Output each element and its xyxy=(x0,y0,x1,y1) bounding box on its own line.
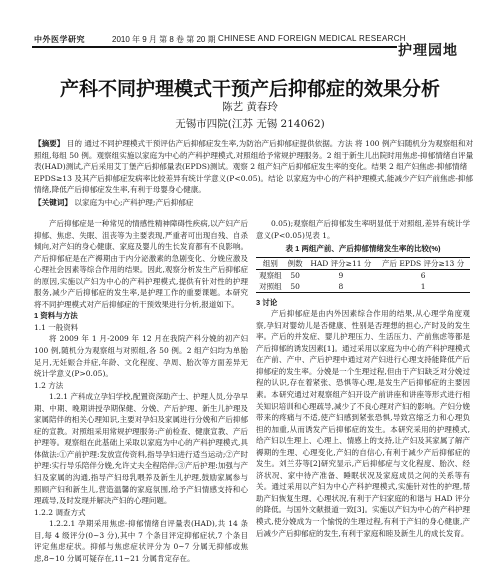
method-paragraph: 1.2.1 产科成立孕妇学校,配置资深助产士、护理人员,分孕早期、中期、晚期讲授孕期保健、分娩、产后护理、新生儿护理及家属陪伴的相关心理知识,主要对孕妇及家属进行分娩和产后抑郁症的宣教。对照组采用常规护理服务:产前检查、健康宣教、产后护理等。观察组在此基础上采取以家庭为中心的产科护理模式,具体做法:①产前护理:发放宣传资料,指导孕妇进行适当运动;②产时护理:实行导乐陪伴分娩,允许丈夫全程陪伴;③产后护理:加强与产妇及家属的沟通,指导产妇母乳喂养及新生儿护理,鼓励家属参与照顾产妇和新生儿,营造温馨的家庭氛围,给予产妇情感支持和心理疏导,及时发现并解决产妇的心理问题。 xyxy=(34,392,248,506)
results-table xyxy=(256,257,470,293)
subsection-heading-method: 1.2 方法 xyxy=(34,380,64,390)
table-cell: 9 xyxy=(338,270,344,280)
header-rule xyxy=(32,46,397,48)
abstract xyxy=(34,138,476,196)
discussion-paragraph: 产后抑郁症是由内外因素综合作用的结果,从心理学角度观察,孕妇对婴幼儿是否健康、性别是否理想的担心,产时及的发生率。产后的并发症、婴儿护理压力、生活压力、产前焦虑等都是产后抑郁的诱发因素[1]。通过采用以家庭为中心的产科护理模式在产前、产中、产后护理中通过对产妇进行心理支持能降低产后抑郁症的发生率。分娩是一个生理过程,但由于产妇缺乏对分娩过程的认识,存在着紧张、恐惧等心理,是发生产后抑郁症的主要因素。本研究通过对观察组产妇开设产前讲座和讲座等形式进行相关知识培训和心理疏导,减少了不良心理对产妇的影响。产妇分娩带来的疼痛与不适,使产妇感到紧张恐惧,导致宫缩乏力和心理负担的加重,从而诱发产后抑郁症的发生。本研究采用的护理模式,给产妇以生理上、心理上、情感上的支持,让产妇及其家属了解产褥期的生理、心理变化,产妇的自信心,有利于减少产后抑郁症的发生。刘兰芬等[2]研究显示,产后抑郁症与文化程度、胎次、经济状况、家中待产准备、睡眠状况及家庭成员之间的关系等有关。通过采用以产妇为中心产科护理模式,实施针对性的护理,帮助产妇恢复生理、心理状况,有利于产妇家庭的和谐与 HAD 评分的降低。与国外文献报道一致[3]。实施以产妇为中心的产科护理模式,使分娩成为一个愉悦的生理过程,有利于产妇的身心健康,产后减少产后抑郁症的发生,有利于家庭和睦及新生儿的成长发育。 xyxy=(256,309,470,538)
left-column xyxy=(34,218,248,564)
table-header-cell: HAD 评分≥11 分 xyxy=(310,258,372,268)
results-paragraph: 0.05);观察组产后抑郁发生率明显低于对照组,差异有统计学意义(P<0.05)见表 1。 xyxy=(256,219,470,240)
journal-header xyxy=(0,0,500,58)
table-header-row xyxy=(256,257,470,269)
table-cell: 8 xyxy=(338,281,344,291)
table-cell: 6 xyxy=(420,270,426,280)
table-cell: 对照组 xyxy=(259,281,282,291)
section-heading-methods: 1 资料与方法 xyxy=(34,311,78,321)
table-header-cell: 产后 EPDS 评分≥13 分 xyxy=(382,258,465,268)
table-cell: 1 xyxy=(420,281,426,291)
abstract-label: 【摘要】 xyxy=(34,139,65,148)
journal-name-cn: 中外医学研究 xyxy=(34,35,85,44)
right-column xyxy=(256,218,470,539)
abstract-text: 目的 通过不同护理模式干预评估产后抑郁症发生率,为防治产后抑郁症提供依据。方法 将 100 例产妇随机分为观察组和对照组,每组 50 例。观察组实施以家庭为中心的产科护理模式,对照组给予常规护理服务。2 组于新生儿出院时用焦虑-抑郁情绪自评量表(HAD)测试,产后采用艾丁堡产后抑郁量表(EPDS)测试。观察 2 组产妇产后抑郁症发生率的变化。结果 2 组产妇焦虑-抑郁情绪 EPDS≥13 及其产后抑郁症发病率比较差异有统计学意义(P<0.05)。结论 以家庭为中心的产科护理模式,能减少产妇产前焦虑-抑郁情绪,降低产后抑郁症发生率,有利于母婴身心健康。 xyxy=(34,139,474,195)
table-cell: 50 xyxy=(290,281,300,291)
subsection-heading-general: 1.1 一般资料 xyxy=(34,322,79,332)
keywords xyxy=(34,197,476,209)
keywords-text: 以家庭为中心;产科护理;产后抑郁症 xyxy=(74,198,194,207)
table-row xyxy=(256,269,470,281)
issue-info: 2010 年 9 月 第 8 卷 第 20 期 xyxy=(112,35,216,44)
table-header-cell: 例数 xyxy=(287,258,303,268)
keywords-label: 【关键词】 xyxy=(34,198,72,207)
section-title: 护理园地 xyxy=(398,42,458,58)
section-heading-discussion: 3 讨论 xyxy=(256,297,278,307)
table-header-cell: 组别 xyxy=(262,258,278,268)
table-cell: 观察组 xyxy=(259,270,282,280)
survey-paragraph: 1.2.2.1 孕期采用焦虑-抑郁情绪自评量表(HAD),共 14 条目,每 4 级评分(0~3 分),其中 7 个条目评定抑郁症状,7 个条目评定焦虑症状。抑郁与焦虑症状评分为 0~7 分属无抑郁或焦虑,8~10 分属可疑存在,11~21 分属肯定存在。 xyxy=(34,519,248,563)
subsection-heading-survey: 1.2.2 调查方式 xyxy=(34,507,86,517)
intro-paragraph: 产后抑郁症是一种常见的情感性精神障碍性疾病,以产妇产后抑郁、焦虑、失眠、沮丧等为主要表现,严重者可出现自残、自杀倾向,对产妇的身心健康、家庭及婴儿的生长发育都有不良影响。产后抑郁症是在产褥期由于内分泌激素的急剧变化、分娩应激及心理社会因素等综合作用的结果。因此,观察分析发生产后抑郁症的原因,实施以产妇为中心的产科护理模式,提供有针对性的护理服务,减少产后抑郁症的发生率,是护理工作的重要课题。本研究将不同护理模式对产后抑郁症的干预效果进行分析,报道如下。 xyxy=(34,219,248,309)
journal-name-en: CHINESE AND FOREIGN MEDICAL RESEARCH xyxy=(218,34,406,43)
article-affiliation: 无锡市四院(江苏 无锡 214062) xyxy=(175,118,325,130)
article-title: 产科不同护理模式干预产后抑郁症的效果分析 xyxy=(59,79,440,100)
table-caption: 表 1 两组产前、产后抑郁情绪发生率的比较(%) xyxy=(285,244,441,254)
table-cell: 50 xyxy=(290,270,300,280)
general-data-paragraph: 将 2009 年 1 月-2009 年 12 月在我院产科分娩的初产妇 100 例,随机分为观察组与对照组,各 50 例。2 组产妇均为单胎足月,无妊娠合并症,年龄、文化程度、孕周、胎次等方面差异无统计学意义(P>0.05)。 xyxy=(34,334,248,379)
table-row xyxy=(256,281,470,293)
article-authors: 陈艺 黄春玲 xyxy=(222,101,278,113)
